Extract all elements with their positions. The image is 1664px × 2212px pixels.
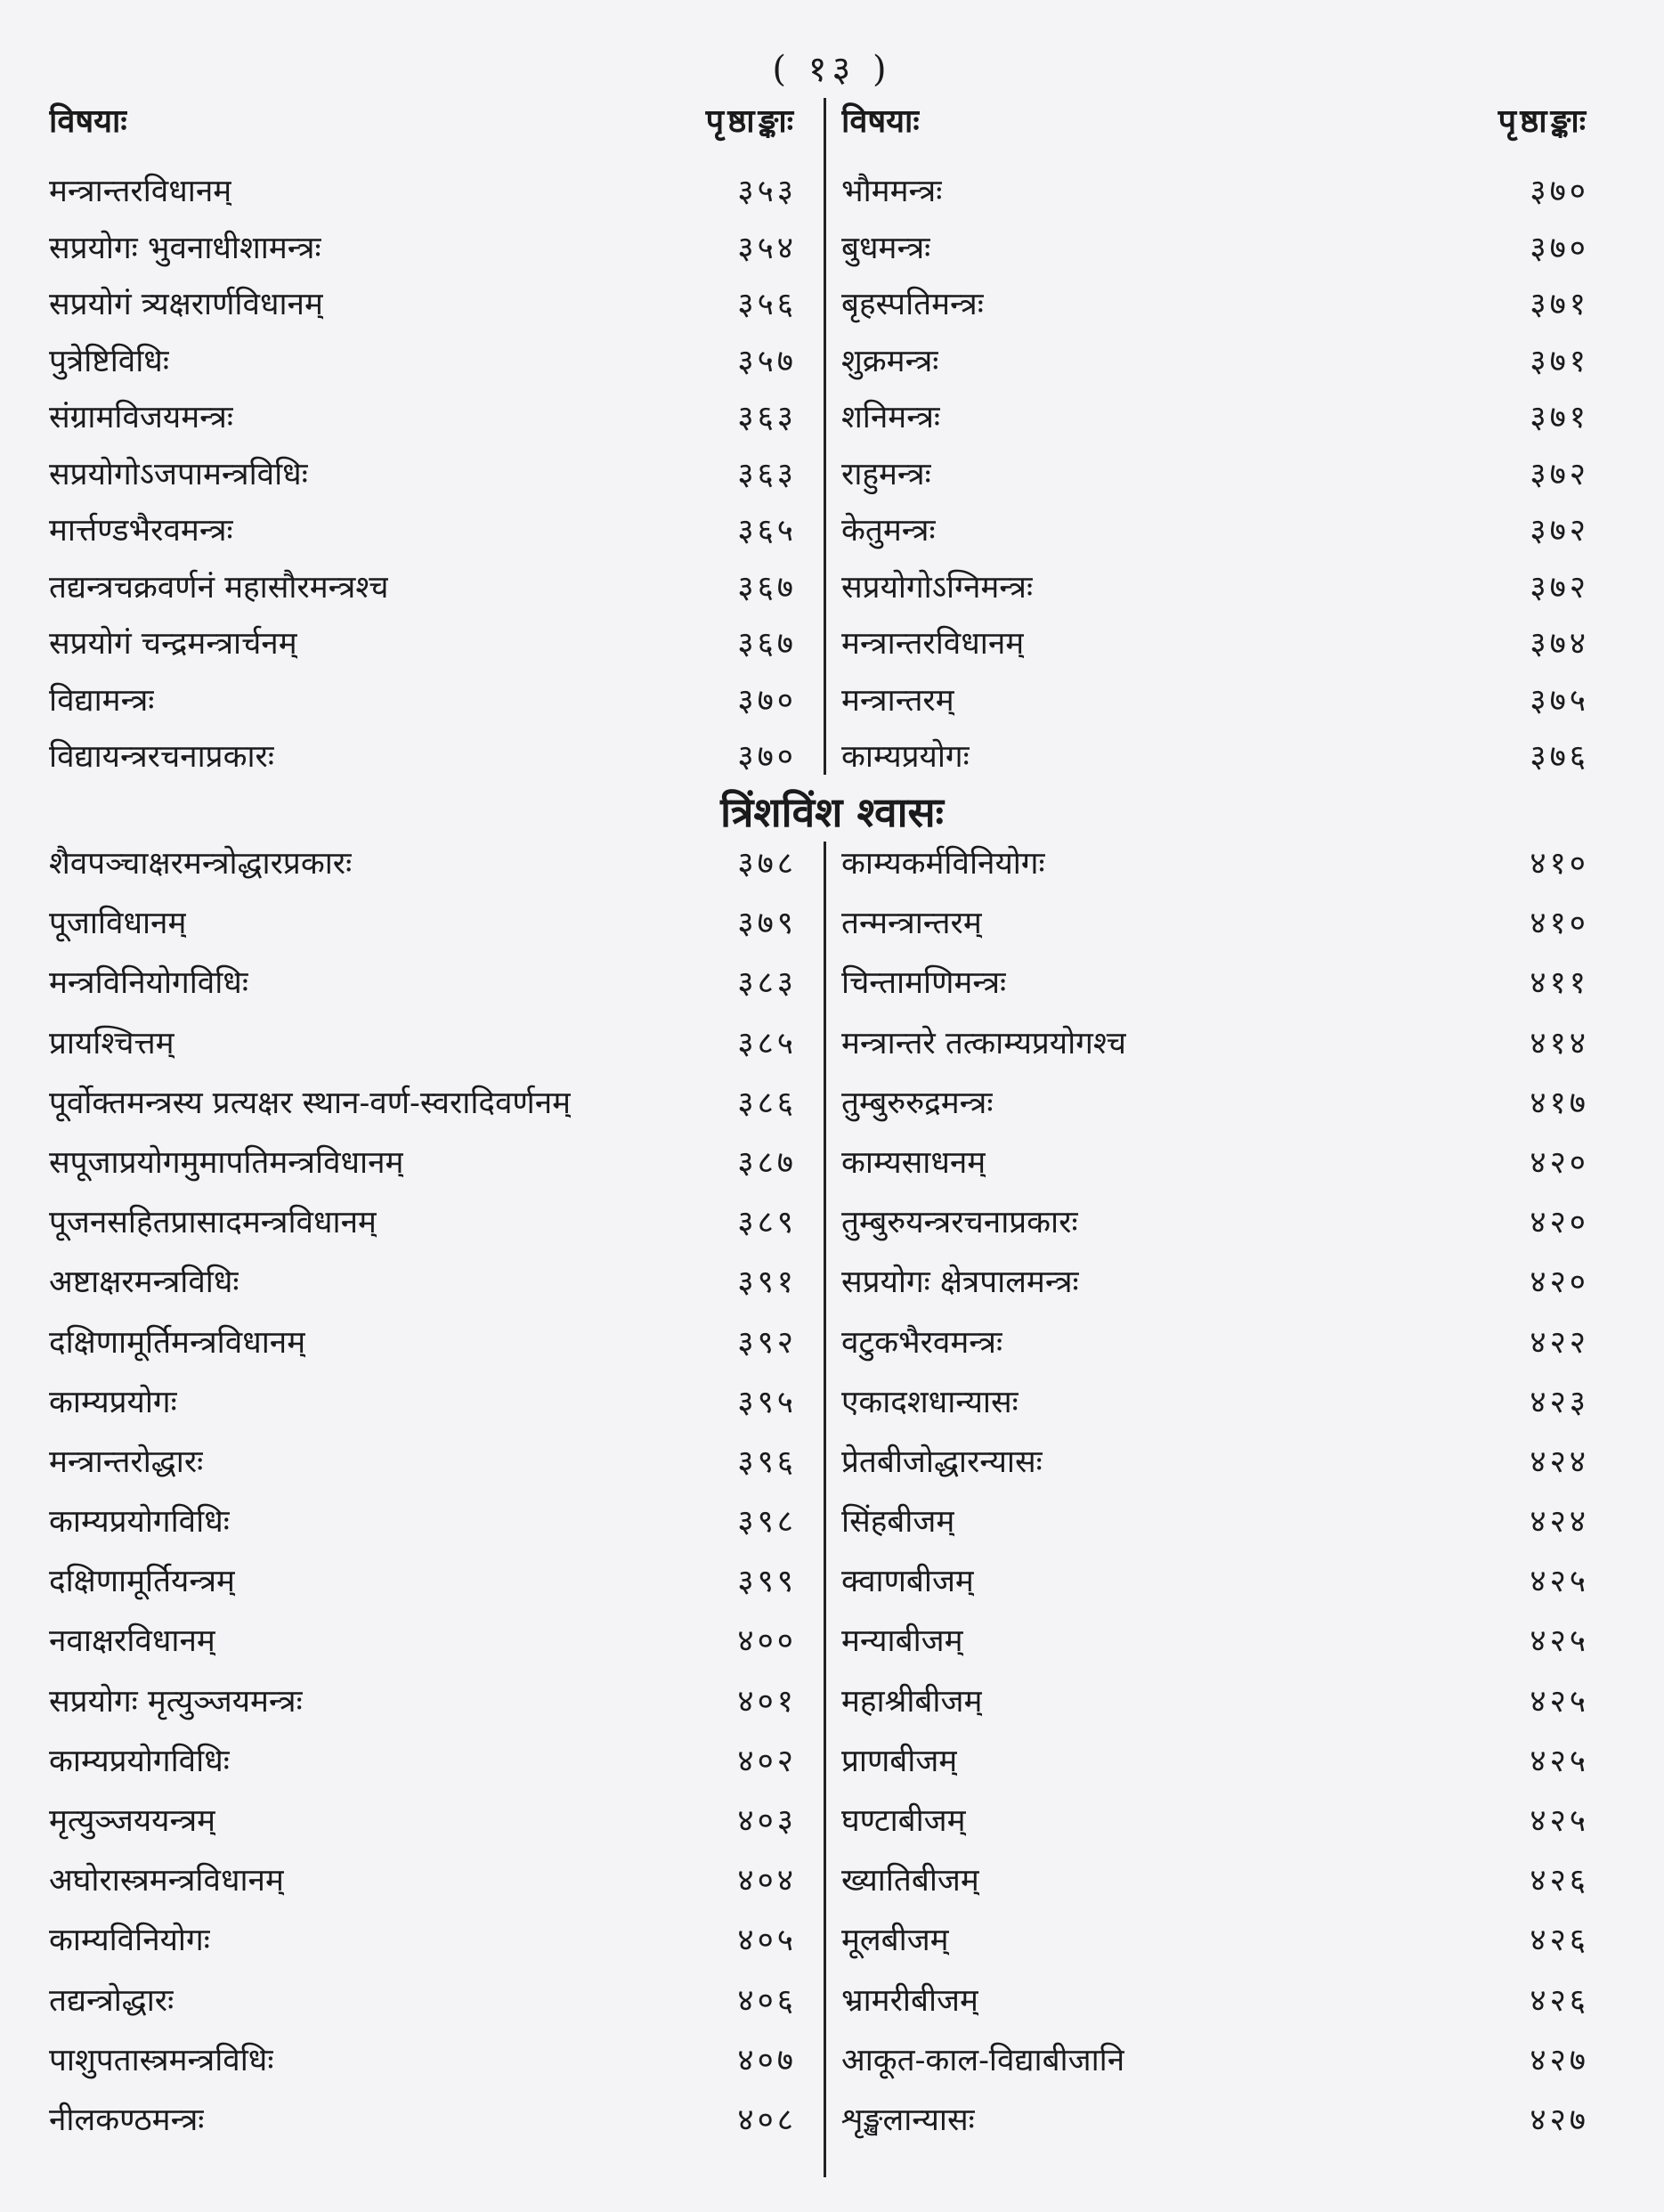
index-entry xyxy=(49,395,806,452)
entry-page: ४२५ xyxy=(1530,1683,1589,1720)
right-column xyxy=(841,842,1598,2158)
entry-page: ३९१ xyxy=(737,1265,797,1301)
entry-page: ४२४ xyxy=(1530,1504,1589,1541)
index-entry xyxy=(49,339,806,396)
entry-page: ३७१ xyxy=(1530,287,1589,322)
entry-page: ४०६ xyxy=(737,1982,797,2019)
entry-page: ४०० xyxy=(737,1623,797,1660)
entry-page: ३७९ xyxy=(737,906,797,942)
entry-title: सप्रयोगोऽजपामन्त्रविधिः xyxy=(49,456,308,492)
entry-title: मन्त्रान्तरोद्धारः xyxy=(49,1443,204,1480)
column-divider xyxy=(824,842,826,2177)
index-entry xyxy=(49,1141,806,1200)
entry-page: ३७१ xyxy=(1530,400,1589,435)
entry-page: ४०५ xyxy=(737,1923,797,1959)
entry-title: केतुमन्त्रः xyxy=(841,513,936,549)
entry-page: ३६५ xyxy=(737,513,797,549)
entry-title: सिंहबीजम् xyxy=(841,1504,955,1541)
index-entry xyxy=(841,679,1598,736)
index-entry xyxy=(841,226,1598,283)
entry-title: मन्त्रान्तरम् xyxy=(841,682,954,719)
index-entry xyxy=(49,169,806,226)
index-entry xyxy=(841,1679,1598,1739)
entry-title: राहुमन्त्रः xyxy=(841,456,931,492)
index-entry xyxy=(841,1021,1598,1081)
entry-page: ४२३ xyxy=(1530,1384,1589,1420)
entry-page: ४०४ xyxy=(737,1863,797,1899)
entry-title: सप्रयोगः भुवनाधीशामन्त्रः xyxy=(49,230,321,266)
entry-page: ३९६ xyxy=(737,1443,797,1480)
entry-title: पाशुपतास्त्रमन्त्रविधिः xyxy=(49,2042,274,2078)
entry-page: ४२० xyxy=(1530,1144,1589,1181)
index-entry xyxy=(841,1141,1598,1200)
entry-title: सप्रयोगोऽग्निमन्त्रः xyxy=(841,569,1034,606)
entry-page: ४०८ xyxy=(737,2102,797,2138)
index-entry xyxy=(49,961,806,1021)
entry-page: ३८६ xyxy=(737,1085,797,1121)
index-entry xyxy=(841,452,1598,509)
index-entry xyxy=(49,1858,806,1918)
subject-header: विषयाः xyxy=(49,102,127,140)
index-entry xyxy=(841,1500,1598,1559)
entry-page: ४२७ xyxy=(1530,2042,1589,2078)
entry-title: चिन्तामणिमन्त्रः xyxy=(841,965,1007,1002)
entry-page: ४१४ xyxy=(1530,1025,1589,1061)
entry-page: ३५४ xyxy=(737,230,797,266)
entry-page: ४१० xyxy=(1530,846,1589,882)
index-entry xyxy=(841,901,1598,961)
entry-page: ३७० xyxy=(1530,230,1589,266)
index-entry xyxy=(841,1858,1598,1918)
index-entry xyxy=(49,565,806,622)
index-entry xyxy=(49,1799,806,1858)
index-entry xyxy=(841,2098,1598,2158)
entry-page: ३७० xyxy=(737,682,797,719)
entry-page: ४२५ xyxy=(1530,1803,1589,1839)
entry-title: सपूजाप्रयोगमुमापतिमन्त्रविधानम् xyxy=(49,1144,404,1181)
entry-page: ४०२ xyxy=(737,1743,797,1779)
entry-title: आकूत-काल-विद्याबीजानि xyxy=(841,2042,1125,2078)
index-section-1 xyxy=(49,98,1616,775)
entry-title: दक्षिणामूर्तियन्त्रम् xyxy=(49,1564,235,1600)
entry-page: ३५७ xyxy=(737,343,797,379)
entry-title: काम्यप्रयोगः xyxy=(49,1384,177,1420)
left-column xyxy=(49,842,806,2158)
entry-title: प्रायश्चित्तम् xyxy=(49,1025,175,1061)
index-entry xyxy=(49,2098,806,2158)
index-entry xyxy=(49,1918,806,1978)
index-entry xyxy=(841,1200,1598,1260)
column-header xyxy=(841,98,1598,169)
entry-page: ३६७ xyxy=(737,569,797,606)
entry-title: संग्रामविजयमन्त्रः xyxy=(49,400,233,435)
entry-page: ४२५ xyxy=(1530,1564,1589,1600)
entry-page: ४२६ xyxy=(1530,1982,1589,2019)
entry-title: महाश्रीबीजम् xyxy=(841,1683,983,1720)
index-entry xyxy=(49,842,806,901)
entry-page: ३९८ xyxy=(737,1504,797,1541)
index-entry xyxy=(841,735,1598,792)
entry-page: ४०३ xyxy=(737,1803,797,1839)
index-entry xyxy=(841,1380,1598,1440)
entry-page: ३७२ xyxy=(1530,513,1589,549)
entry-page: ३७० xyxy=(737,739,797,775)
entry-page: ३६३ xyxy=(737,456,797,492)
entry-page: ४०७ xyxy=(737,2042,797,2078)
index-entry xyxy=(841,1918,1598,1978)
index-entry xyxy=(841,508,1598,565)
index-entry xyxy=(841,1619,1598,1679)
entry-title: काम्यप्रयोगविधिः xyxy=(49,1504,230,1541)
entry-title: अष्टाक्षरमन्त्रविधिः xyxy=(49,1265,239,1301)
entry-title: तन्मन्त्रान्तरम् xyxy=(841,906,982,942)
index-entry xyxy=(49,1739,806,1799)
entry-page: ३७४ xyxy=(1530,626,1589,662)
index-entry xyxy=(841,565,1598,622)
entry-page: ४२० xyxy=(1530,1205,1589,1241)
entry-page: ४११ xyxy=(1530,965,1589,1002)
entry-page: ३७२ xyxy=(1530,456,1589,492)
entry-page: ४२२ xyxy=(1530,1324,1589,1361)
index-entry xyxy=(49,1979,806,2038)
left-column xyxy=(49,98,806,792)
entry-title: तुम्बुरुरुद्रमन्त्रः xyxy=(841,1085,994,1121)
index-entry xyxy=(49,1559,806,1619)
entry-title: सप्रयोगं त्र्यक्षरार्णविधानम् xyxy=(49,287,323,322)
index-entry xyxy=(841,395,1598,452)
entry-title: काम्यकर्मविनियोगः xyxy=(841,846,1045,882)
entry-page: ४२५ xyxy=(1530,1743,1589,1779)
entry-title: ख्यातिबीजम् xyxy=(841,1863,979,1899)
entry-title: तद्यन्त्रचक्रवर्णनं महासौरमन्त्रश्च xyxy=(49,569,389,606)
entry-title: शैवपञ्चाक्षरमन्त्रोद्धारप्रकारः xyxy=(49,846,353,882)
entry-page: ४०१ xyxy=(737,1683,797,1720)
entry-page: ३८७ xyxy=(737,1144,797,1181)
index-entry xyxy=(49,679,806,736)
entry-title: शनिमन्त्रः xyxy=(841,400,940,435)
entry-title: विद्यायन्त्ररचनाप्रकारः xyxy=(49,739,274,775)
entry-title: प्रेतबीजोद्धारन्यासः xyxy=(841,1443,1043,1480)
page-number: ( १३ ) xyxy=(772,49,892,90)
index-entry xyxy=(49,1500,806,1559)
entry-title: प्राणबीजम् xyxy=(841,1743,958,1779)
entry-page: ४१७ xyxy=(1530,1085,1589,1121)
entry-title: मन्याबीजम् xyxy=(841,1623,963,1660)
entry-title: पुत्रेष्टिविधिः xyxy=(49,343,169,379)
entry-title: वटुकभैरवमन्त्रः xyxy=(841,1324,1003,1361)
entry-title: काम्यप्रयोगः xyxy=(841,739,970,775)
entry-title: सप्रयोगः क्षेत्रपालमन्त्रः xyxy=(841,1265,1079,1301)
entry-title: मार्त्तण्डभैरवमन्त्रः xyxy=(49,513,233,549)
entry-title: तद्यन्त्रोद्धारः xyxy=(49,1982,175,2019)
index-section-2 xyxy=(49,842,1616,2177)
entry-page: ३८९ xyxy=(737,1205,797,1241)
index-entry xyxy=(841,1321,1598,1380)
entry-page: ३६३ xyxy=(737,400,797,435)
index-entry xyxy=(49,282,806,339)
index-entry xyxy=(49,452,806,509)
entry-title: मन्त्रान्तरविधानम् xyxy=(49,174,232,209)
entry-page: ३७८ xyxy=(737,846,797,882)
index-entry xyxy=(841,339,1598,396)
entry-title: काम्यप्रयोगविधिः xyxy=(49,1743,230,1779)
entry-page: ३७० xyxy=(1530,174,1589,209)
entry-title: काम्यसाधनम् xyxy=(841,1144,986,1181)
entry-page: ३७६ xyxy=(1530,739,1589,775)
index-entry xyxy=(49,2038,806,2098)
entry-title: क्वाणबीजम् xyxy=(841,1564,974,1600)
entry-title: सप्रयोगं चन्द्रमन्त्रार्चनम् xyxy=(49,626,297,662)
entry-title: भौममन्त्रः xyxy=(841,174,943,209)
subject-header: विषयाः xyxy=(841,102,920,140)
page-header: पृष्ठाङ्काः xyxy=(705,102,797,140)
entry-title: मन्त्रान्तरविधानम् xyxy=(841,626,1025,662)
index-entry xyxy=(49,1679,806,1739)
index-entry xyxy=(49,1321,806,1380)
index-entry xyxy=(49,1081,806,1141)
entry-title: पूजनसहितप्रासादमन्त्रविधानम् xyxy=(49,1205,377,1241)
entry-title: सप्रयोगः मृत्युञ्जयमन्त्रः xyxy=(49,1683,303,1720)
entry-page: ३६७ xyxy=(737,626,797,662)
entry-page: ३७१ xyxy=(1530,343,1589,379)
index-entry xyxy=(49,901,806,961)
column-divider xyxy=(824,98,826,775)
index-entry xyxy=(841,1739,1598,1799)
right-column xyxy=(841,98,1598,792)
entry-title: एकादशधान्यासः xyxy=(841,1384,1019,1420)
entry-page: ४२० xyxy=(1530,1265,1589,1301)
index-entry xyxy=(49,1380,806,1440)
index-entry xyxy=(841,622,1598,679)
entry-page: ३७५ xyxy=(1530,682,1589,719)
entry-page: ३९२ xyxy=(737,1324,797,1361)
entry-title: पूजाविधानम् xyxy=(49,906,187,942)
entry-title: मन्त्रविनियोगविधिः xyxy=(49,965,248,1002)
index-entry xyxy=(49,735,806,792)
entry-title: अघोरास्त्रमन्त्रविधानम् xyxy=(49,1863,284,1899)
index-entry xyxy=(49,622,806,679)
entry-title: बृहस्पतिमन्त्रः xyxy=(841,287,984,322)
entry-title: पूर्वोक्तमन्त्रस्य प्रत्यक्षर स्थान-वर्ण-स्वरादिवर्णनम् xyxy=(49,1085,572,1121)
entry-title: काम्यविनियोगः xyxy=(49,1923,210,1959)
index-entry xyxy=(49,1260,806,1320)
entry-title: शृङ्खलान्यासः xyxy=(841,2102,975,2138)
entry-page: ३८३ xyxy=(737,965,797,1002)
entry-page: ३५३ xyxy=(737,174,797,209)
entry-title: तुम्बुरुयन्त्ररचनाप्रकारः xyxy=(841,1205,1078,1241)
index-entry xyxy=(49,1440,806,1500)
page-header: पृष्ठाङ्काः xyxy=(1498,102,1589,140)
entry-page: ३८५ xyxy=(737,1025,797,1061)
entry-page: ४२४ xyxy=(1530,1443,1589,1480)
entry-page: ४२६ xyxy=(1530,1923,1589,1959)
entry-title: घण्टाबीजम् xyxy=(841,1803,966,1839)
index-entry xyxy=(841,1979,1598,2038)
entry-page: ४१० xyxy=(1530,906,1589,942)
index-entry xyxy=(841,961,1598,1021)
index-entry xyxy=(49,1021,806,1081)
entry-title: नीलकण्ठमन्त्रः xyxy=(49,2102,205,2138)
entry-title: मूलबीजम् xyxy=(841,1923,949,1959)
index-entry xyxy=(49,226,806,283)
index-entry xyxy=(841,282,1598,339)
entry-title: दक्षिणामूर्तिमन्त्रविधानम् xyxy=(49,1324,306,1361)
entry-page: ४२६ xyxy=(1530,1863,1589,1899)
entry-title: मन्त्रान्तरे तत्काम्यप्रयोगश्च xyxy=(841,1025,1126,1061)
index-entry xyxy=(841,1440,1598,1500)
chapter-heading: त्रिंशविंश श्वासः xyxy=(720,788,944,836)
index-entry xyxy=(841,2038,1598,2098)
entry-page: ४२५ xyxy=(1530,1623,1589,1660)
index-entry xyxy=(841,169,1598,226)
entry-page: ३७२ xyxy=(1530,569,1589,606)
index-entry xyxy=(841,842,1598,901)
column-header xyxy=(49,98,806,169)
entry-title: मृत्युञ्जययन्त्रम् xyxy=(49,1803,216,1839)
index-entry xyxy=(49,508,806,565)
entry-title: भ्रामरीबीजम् xyxy=(841,1982,978,2019)
index-entry xyxy=(841,1081,1598,1141)
index-entry xyxy=(49,1200,806,1260)
entry-title: बुधमन्त्रः xyxy=(841,230,931,266)
entry-page: ३९५ xyxy=(737,1384,797,1420)
entry-title: शुक्रमन्त्रः xyxy=(841,343,939,379)
index-entry xyxy=(841,1559,1598,1619)
index-entry xyxy=(841,1260,1598,1320)
entry-page: ४२७ xyxy=(1530,2102,1589,2138)
entry-title: नवाक्षरविधानम् xyxy=(49,1623,215,1660)
entry-page: ३५६ xyxy=(737,287,797,322)
entry-title: विद्यामन्त्रः xyxy=(49,682,155,719)
index-entry xyxy=(49,1619,806,1679)
index-entry xyxy=(841,1799,1598,1858)
entry-page: ३९९ xyxy=(737,1564,797,1600)
